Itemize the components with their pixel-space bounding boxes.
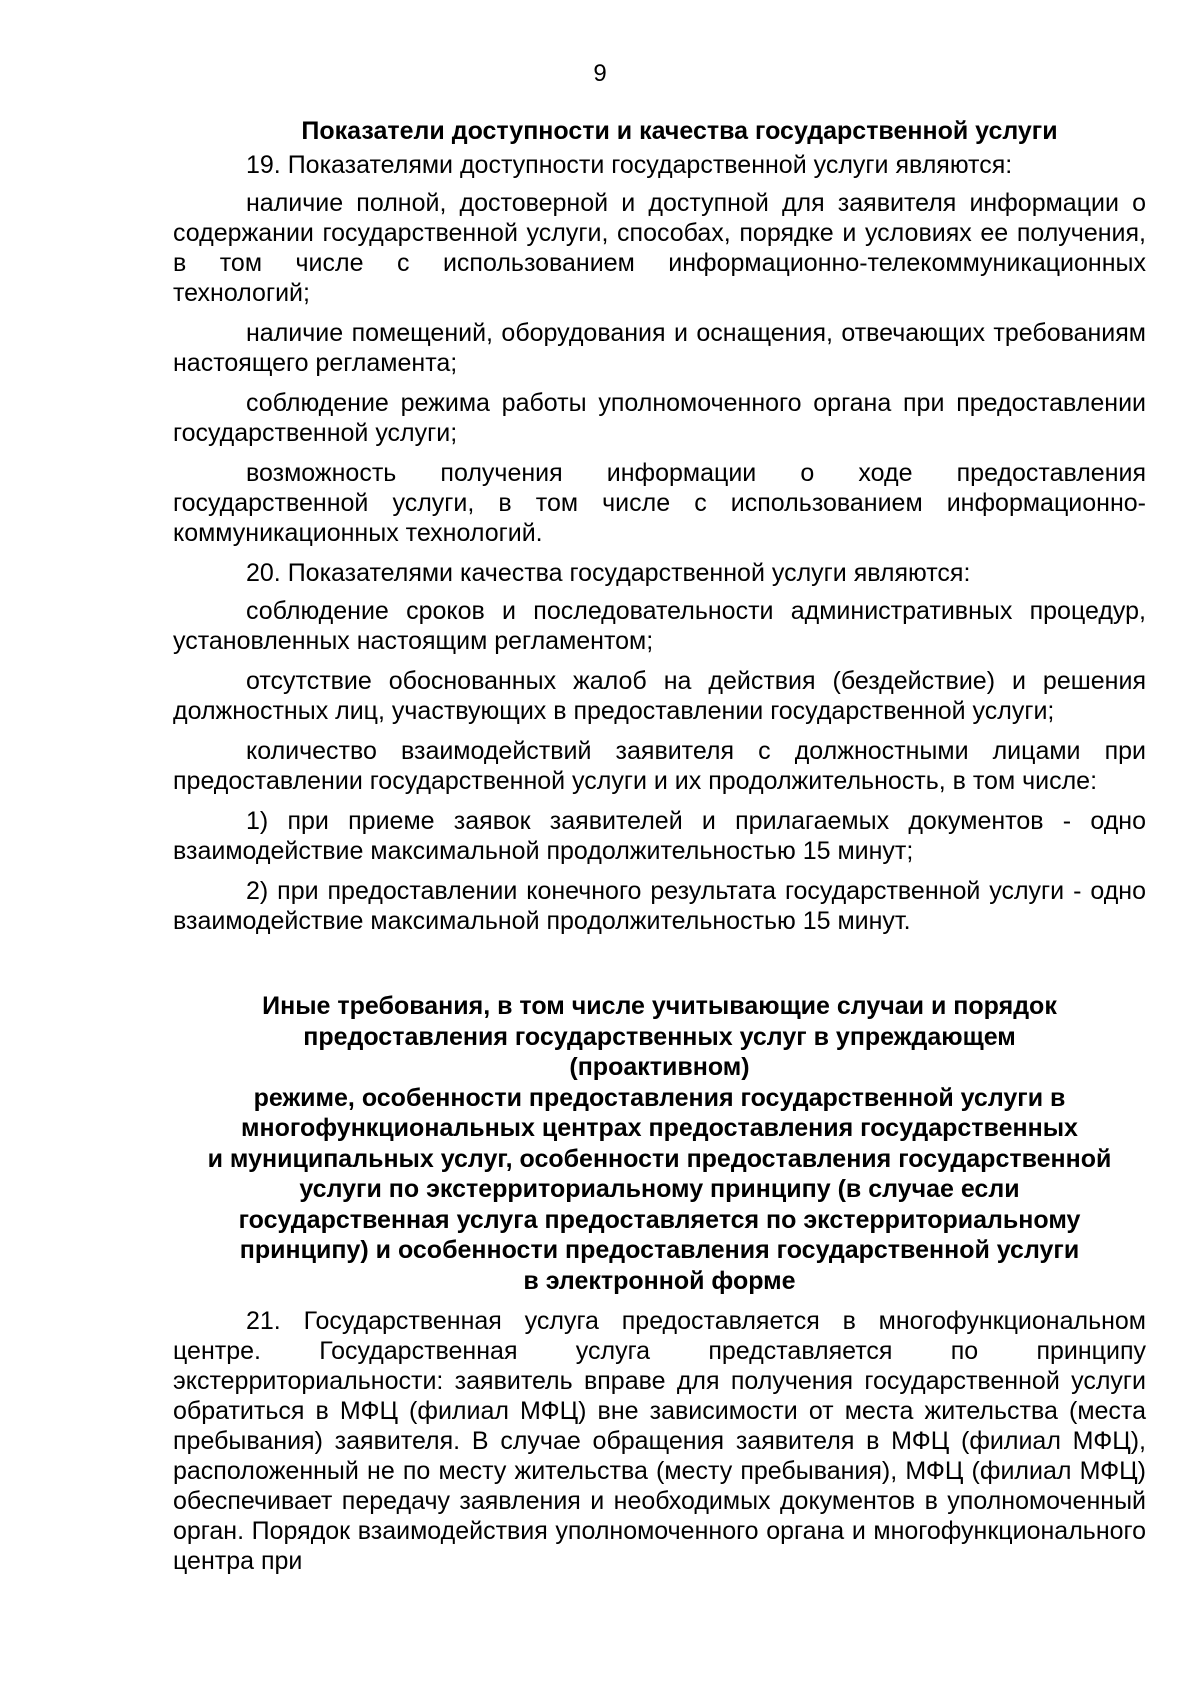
document-body [173, 116, 1146, 1586]
heading-line: режиме, особенности предоставления государственной услуги в [253, 1083, 1066, 1112]
heading-line: государственная услуга предоставляется по экстерриториальному [238, 1205, 1081, 1234]
heading-line: услуги по экстерриториальному принципу (в случае если [299, 1175, 1020, 1203]
page-number: 9 [593, 60, 607, 87]
heading-line: и муниципальных услуг, особенности предоставления государственной [207, 1144, 1112, 1173]
paragraph-20: 20. Показателями качества государственной услуги являются: [246, 559, 971, 587]
paragraph-work-schedule: соблюдение режима работы уполномоченного органа при предоставлении государственной услуги; [173, 389, 1146, 447]
paragraph-interaction-2: 2) при предоставлении конечного результата государственной услуги - одно взаимодействие максимальной продолжительностью 15 минут. [173, 877, 1146, 935]
heading-line: (проактивном) [569, 1053, 750, 1081]
paragraph-interaction-1: 1) при приеме заявок заявителей и прилагаемых документов - одно взаимодействие максимальной продолжительностью 15 минут; [173, 807, 1146, 865]
paragraph-complaints: отсутствие обоснованных жалоб на действия (бездействие) и решения должностных лиц, участвующих в предоставлении государственной услуги; [173, 667, 1146, 725]
paragraph-19: 19. Показателями доступности государственной услуги являются: [246, 151, 1013, 179]
heading-line: многофункциональных центрах предоставления государственных [241, 1114, 1078, 1142]
paragraph-progress-info: возможность получения информации о ходе предоставления государственной услуги, в том числе с использованием информационно-коммуникационных технологий. [173, 459, 1146, 547]
heading-line: предоставления государственных услуг в упреждающем [303, 1022, 1016, 1051]
heading-line: принципу) и особенности предоставления государственной услуги [239, 1236, 1080, 1264]
section-heading-other-requirements [173, 991, 1146, 1296]
paragraph-21: 21. Государственная услуга предоставляется в многофункциональном центре. Государственная услуга представляется по принципу экстерриториальности: заявитель вправе для получения государственной услуги обратиться в МФЦ (филиал МФЦ) вне зависимости от места жительства (места пребывания) заявителя. В случае обращения заявителя в МФЦ (филиал МФЦ), расположенный не по месту жительства (месту пребывания), МФЦ (филиал МФЦ) обеспечивает передачу заявления и необходимых документов в уполномоченный орган. Порядок взаимодействия уполномоченного органа и многофункционального центра при [173, 1307, 1146, 1575]
heading-line: в электронной форме [523, 1266, 796, 1295]
paragraph-premises: наличие помещений, оборудования и оснащения, отвечающих требованиям настоящего регламента; [173, 319, 1146, 377]
heading-line: Иные требования, в том числе учитывающие случаи и порядок [262, 992, 1057, 1020]
paragraph-deadlines: соблюдение сроков и последовательности административных процедур, установленных настоящим регламентом; [173, 597, 1146, 655]
section-heading-accessibility: Показатели доступности и качества государственной услуги [301, 117, 1058, 145]
paragraph-interactions: количество взаимодействий заявителя с должностными лицами при предоставлении государственной услуги и их продолжительность, в том числе: [173, 737, 1146, 795]
paragraph-info-availability: наличие полной, достоверной и доступной для заявителя информации о содержании государственной услуги, способах, порядке и условиях ее получения, в том числе с использованием информационно-телекоммуникационных технологий; [173, 189, 1146, 307]
